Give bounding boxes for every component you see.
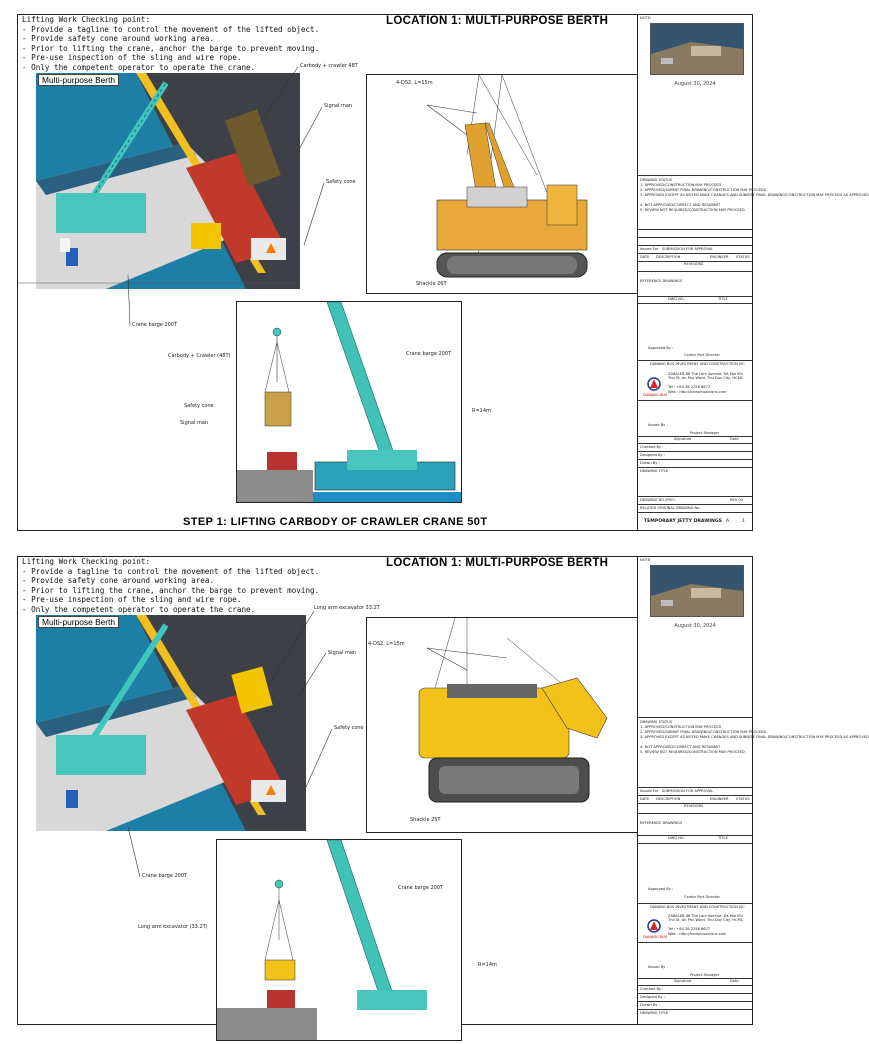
company-logo-icon — [647, 919, 661, 933]
callout-radius: R=14m — [472, 408, 491, 414]
callout-leaders-2 — [18, 557, 418, 887]
rev-col-description: DESCRIPTION — [656, 255, 681, 259]
rev-col-description: DESCRIPTION — [656, 797, 681, 801]
callout-crane-barge: Crane barge 200T — [142, 873, 188, 879]
callout-shackle: Shackle 25T — [410, 817, 441, 823]
checked-by: Checked By : — [640, 987, 664, 991]
title-block — [637, 15, 869, 530]
status-item: 2. APPROVED/SUBMIT FINAL DRAWING/CONSTRUCTION MAY PROCEED — [640, 188, 767, 192]
aerial-photo-image — [651, 566, 743, 616]
designed-by: Designed By : — [640, 453, 665, 457]
designed-by: Designed By : — [640, 995, 665, 999]
title-col-label: TITLE — [718, 836, 728, 840]
callout-elev-crane: Crane barge 200T — [398, 885, 444, 891]
drawn-by: Drawn By : — [640, 1003, 660, 1007]
title-col-label: TITLE — [718, 297, 728, 301]
company-web: Web : http://binhphuoccons.com — [668, 932, 727, 936]
status-item: 5. REVIEW NOT REQUIRED/CONSTRUCTION MAY PROCEED — [640, 750, 745, 754]
drawing-title-label: DRAWING TITLE — [640, 1011, 669, 1015]
drawing-sheet-1 — [17, 14, 869, 531]
related-drawing-label: RELATED ORIGINAL DRAWING No. — [640, 506, 701, 510]
elevation-view — [236, 301, 462, 503]
sig-col-signature: Signature — [674, 979, 692, 983]
issued-for-value: SUBMISSION FOR APPROVAL — [662, 247, 714, 251]
rev-col-status: STATUS — [736, 797, 750, 801]
issued-for-value: SUBMISSION FOR APPROVAL — [662, 789, 714, 793]
logo-text: DANANG BUS — [643, 393, 668, 397]
revisions-label: REVISIONS — [684, 804, 704, 808]
callout-excavator: Long arm excavator 33.2T — [314, 605, 380, 611]
company-name: DANANG BUS INVESTMENT AND CONSTRUCTION JSC — [650, 905, 745, 909]
excavator-render — [367, 618, 637, 832]
checked-by: Checked By : — [640, 445, 664, 449]
company-address: ZARALEB 88 The Lam Avenue, Dã Mai Khi Tho St, An Phu Ward, Thu Duc City, HCMC — [668, 914, 744, 922]
elevation-render — [217, 840, 461, 1040]
status-item: 1. APPROVED/CONSTRUCTION MAY PROCEED — [640, 183, 722, 187]
elevation-render — [237, 302, 461, 502]
issued-by-label: Issued By : — [648, 423, 668, 427]
status-item: 4. NOT APPROVED/CORRECT AND RESUBMIT — [640, 745, 721, 749]
issued-for-label: Issued For — [640, 789, 659, 793]
checkpoint-item: - Provide safety cone around working area. — [22, 34, 215, 44]
sig-col-date: Date — [730, 979, 739, 983]
status-item: 3. APPROVED EXCEPT AS NOTED MAKE CHANGES AND SUBMITE FINAL DRAWING/CONSTRUCTION MAY PROCEED AS APPROVED — [640, 193, 869, 197]
status-item: 1. APPROVED/CONSTRUCTION MAY PROCEED — [640, 725, 722, 729]
jetty-title: TEMPORARY JETTY DRAWINGS — [644, 519, 722, 524]
crawler-crane-render — [367, 75, 637, 293]
reference-label: REFERENCE DRAWINGS — [640, 821, 683, 825]
checkpoint-item: - Prior to lifting the crane, anchor the barge to prevent moving. — [22, 43, 320, 53]
sheet-code: A — [726, 519, 730, 524]
site-aerial-photo — [650, 565, 744, 617]
photo-date: August 30, 2024 — [674, 81, 716, 87]
site-name-label: Multi-purpose Berth — [38, 616, 119, 628]
status-item: 4. NOT APPROVED/CORRECT AND RESUBMIT — [640, 203, 721, 207]
issued-by-label: Issued By : — [648, 965, 668, 969]
checkpoint-item: - Provide a tagline to control the movement of the lifted object. — [22, 566, 320, 576]
rev-col-date: DATE — [640, 797, 650, 801]
rev-col-engineer: ENGINEER — [710, 797, 729, 801]
callout-safety-cone: Safety cone — [326, 179, 356, 185]
dwg-no-label: DWG NO. — [668, 297, 685, 301]
sheet-number: 1 — [742, 519, 745, 524]
callout-ds-sling: 4-DS2, L=15m — [368, 641, 405, 647]
checkpoint-item: - Prior to lifting the crane, anchor the barge to prevent moving. — [22, 585, 320, 595]
status-item: 5. REVIEW NOT REQUIRED/CONSTRUCTION MAY PROCEED — [640, 208, 745, 212]
company-tel: Tel : +84 28 2256 6677 — [668, 927, 711, 931]
company-name: DANANG BUS INVESTMENT AND CONSTRUCTION JSC — [650, 362, 745, 366]
rev-col-engineer: ENGINEER — [710, 255, 729, 259]
checkpoint-item: - Pre-use inspection of the sling and wire rope. — [22, 53, 242, 63]
callout-elev-crane: Crane barge 200T — [406, 351, 452, 357]
callout-safety-cone: Safety cone — [334, 725, 364, 731]
approver-name: Cantor Port Director — [684, 895, 720, 899]
status-heading: DRAWING STATUS — [640, 178, 673, 182]
site-name-label: Multi-purpose Berth — [38, 74, 119, 86]
company-address: ZARALEB 88 The Lam Avenue, Dã Mai Khi Tho St, An Phu Ward, Thu Duc City, HCMC — [668, 372, 744, 380]
title-block — [637, 557, 869, 1024]
callout-elev-cone: Safety cone — [184, 403, 214, 409]
sig-col-signature: Signature — [674, 437, 692, 441]
callout-elev-signal: Signal man — [180, 420, 209, 426]
approver-name: Cantor Port Director — [684, 353, 720, 357]
callout-carbody-crawler: Carbody + crawler 48T — [300, 63, 358, 69]
photo-date: August 30, 2024 — [674, 623, 716, 629]
drawing-title-label: DRAWING TITLE — [640, 469, 669, 473]
crawler-crane-view — [366, 74, 638, 294]
dwg-no-label: DWG NO. — [668, 836, 685, 840]
reference-label: REFERENCE DRAWINGS — [640, 279, 683, 283]
drawing-sheet-2 — [17, 556, 869, 1025]
drawing-no-label: DRAWING NO./PRO.: — [640, 498, 677, 502]
rev-label: REV 00 — [730, 498, 743, 502]
location-title: LOCATION 1: MULTI-PURPOSE BERTH — [386, 15, 609, 27]
callout-elev-load: Carbody + Crawler (48T) — [168, 353, 231, 359]
checkpoint-item: - Pre-use inspection of the sling and wire rope. — [22, 595, 242, 605]
callout-leaders-1 — [18, 15, 418, 335]
checkpoint-item: - Provide safety cone around working area. — [22, 576, 215, 586]
callout-signal-man: Signal man — [324, 103, 353, 109]
checkpoints-heading: Lifting Work Checking point: — [22, 557, 151, 566]
callout-ds-sling: 4-DS2, L=15m — [396, 80, 433, 86]
excavator-view — [366, 617, 638, 833]
checkpoint-item: - Provide a tagline to control the movement of the lifted object. — [22, 24, 320, 34]
revisions-label: REVISIONS — [684, 262, 704, 266]
status-heading: DRAWING STATUS — [640, 720, 673, 724]
logo-text: DANANG BUS — [643, 935, 668, 939]
checkpoint-item: - Only the competent operator to operate the crane. — [22, 604, 256, 614]
sig-col-date: Date — [730, 437, 739, 441]
company-logo-icon — [647, 377, 661, 391]
checkpoint-item: - Only the competent operator to operate the crane. — [22, 62, 256, 72]
step-title: STEP 1: LIFTING CARBODY OF CRAWLER CRANE 50T — [183, 516, 488, 528]
callout-shackle: Shackle 26T — [416, 281, 447, 287]
callout-crane-barge: Crane barge 200T — [132, 322, 178, 328]
callout-elev-load: Long arm excavator (33.2T) — [138, 924, 208, 930]
approved-by-label: Approved By : — [648, 887, 674, 891]
callout-radius: R=14m — [478, 962, 497, 968]
status-item: 2. APPROVED/SUBMIT FINAL DRAWING/CONSTRUCTION MAY PROCEED — [640, 730, 767, 734]
drawn-by: Drawn By : — [640, 461, 660, 465]
note-label: NOTE: — [640, 558, 652, 562]
elevation-view — [216, 839, 462, 1041]
status-item: 3. APPROVED EXCEPT AS NOTED MAKE CHANGES AND SUBMITE FINAL DRAWING/CONSTRUCTION MAY PROCEED AS APPROVED — [640, 735, 869, 739]
approved-by-label: Approved By : — [648, 346, 674, 350]
company-tel: Tel : +84 28 2256 6677 — [668, 385, 711, 389]
location-title: LOCATION 1: MULTI-PURPOSE BERTH — [386, 557, 609, 569]
rev-col-date: DATE — [640, 255, 650, 259]
issued-for-label: Issued For — [640, 247, 659, 251]
issuer-name: Project Manager — [690, 973, 720, 977]
issuer-name: Project Manager — [690, 431, 720, 435]
site-aerial-photo — [650, 23, 744, 75]
company-web: Web : http://binhphuoccons.com — [668, 390, 727, 394]
note-label: NOTE: — [640, 16, 652, 20]
callout-signal-man: Signal man — [328, 650, 357, 656]
checkpoints-heading: Lifting Work Checking point: — [22, 15, 151, 24]
rev-col-status: STATUS — [736, 255, 750, 259]
aerial-photo-image — [651, 24, 743, 74]
